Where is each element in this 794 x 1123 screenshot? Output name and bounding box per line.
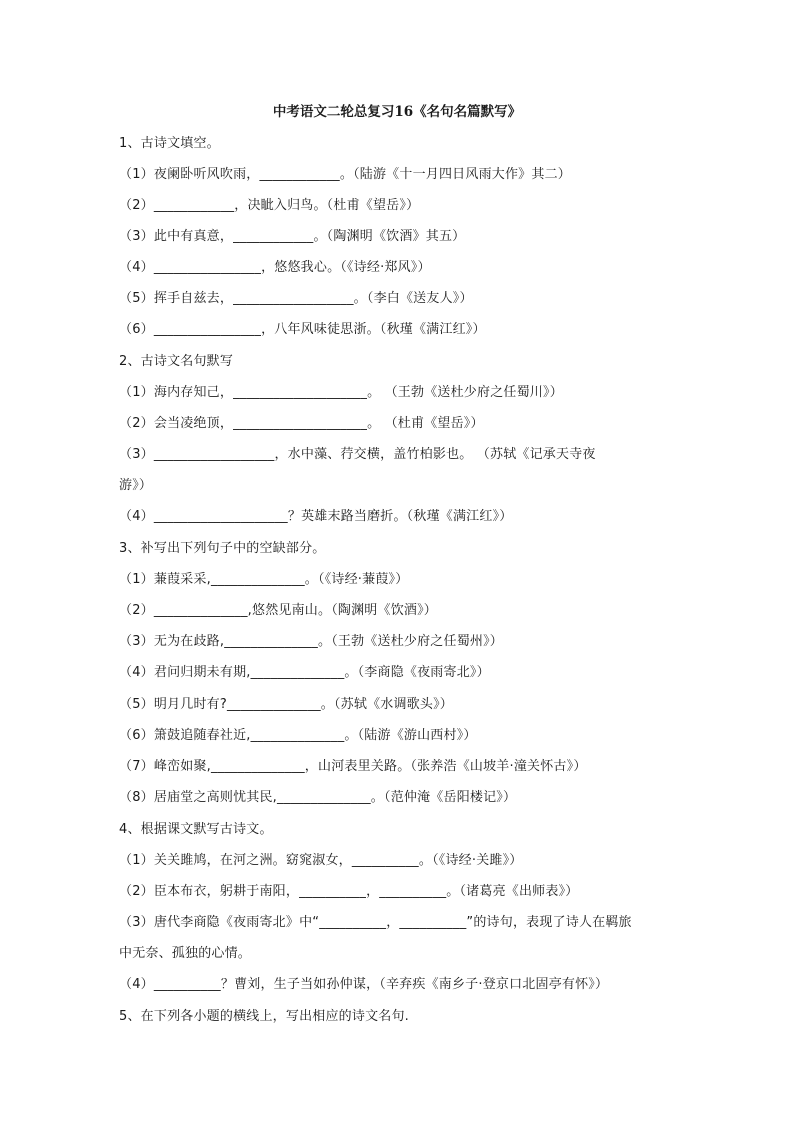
section-heading-3: 3、补写出下列句子中的空缺部分。 [119, 541, 326, 556]
question-line: （1）夜阑卧听风吹雨，____________。（陆游《十一月四日风雨大作》其二） [119, 167, 571, 182]
section-heading-5: 5、在下列各小题的横线上，写出相应的诗文名句. [119, 1009, 410, 1024]
question-line: （5）挥手自兹去，__________________。（李白《送友人》） [119, 291, 473, 306]
question-line: （2）______________,悠然见南山。（陶渊明《饮酒》） [119, 603, 438, 618]
question-line: （1）关关雎鸠，在河之洲。窈窕淑女，__________。（《诗经·关雎》） [119, 853, 523, 868]
question-line: （2）会当凌绝顶，____________________。 （杜甫《望岳》） [119, 416, 484, 431]
question-line-continued: 游》） [119, 478, 153, 493]
question-line: （5）明月几时有?______________。（苏轼《水调歌头》） [119, 697, 453, 712]
question-line: （4）____________________？英雄末路当磨折。（秋瑾《满江红》） [119, 509, 513, 524]
section-heading-4: 4、根据课文默写古诗文。 [119, 822, 273, 837]
question-line: （4）__________？曹刘，生子当如孙仲谋，（辛弃疾《南乡子·登京口北固亭有怀》） [119, 977, 609, 992]
question-line: （2）臣本布衣，躬耕于南阳，__________，__________。（诸葛亮《出师表》） [119, 884, 579, 899]
question-line: （2）____________，决眦入归鸟。（杜甫《望岳》） [119, 198, 420, 213]
question-line: （1）蒹葭采采,______________。（《诗经·蒹葭》） [119, 572, 409, 587]
question-line: （1）海内存知己，____________________。 （王勃《送杜少府之任蜀川》） [119, 385, 563, 400]
section-heading-1: 1、古诗文填空。 [119, 136, 220, 151]
question-line: （3）__________________，水中藻、荇交横，盖竹柏影也。 （苏轼《记承天寺夜 [119, 447, 596, 462]
question-line: （8）居庙堂之高则忧其民,______________。（范仲淹《岳阳楼记》） [119, 790, 517, 805]
question-line: （3）此中有真意，____________。（陶渊明《饮酒》其五） [119, 229, 466, 244]
question-line: （4）________________，悠悠我心。（《诗经·郑风》） [119, 260, 431, 275]
question-line: （3）无为在歧路,______________。（王勃《送杜少府之任蜀州》） [119, 634, 504, 649]
question-line: （6）箫鼓追随春社近,______________。（陆游《游山西村》） [119, 728, 477, 743]
section-heading-2: 2、古诗文名句默写 [119, 354, 234, 369]
document-title: 中考语文二轮总复习16《名句名篇默写》 [272, 104, 522, 120]
question-line-continued: 中无奈、孤独的心情。 [119, 946, 252, 961]
question-line: （6）________________，八年风味徒思浙。（秋瑾《满江红》） [119, 322, 486, 337]
question-line: （7）峰峦如聚,______________，山河表里关路。（张养浩《山坡羊·潼关怀古》） [119, 759, 587, 774]
question-line: （4）君问归期未有期,______________。（李商隐《夜雨寄北》） [119, 665, 490, 680]
question-line: （3）唐代李商隐《夜雨寄北》中“__________，__________”的诗句，表现了诗人在羁旅 [119, 915, 632, 930]
